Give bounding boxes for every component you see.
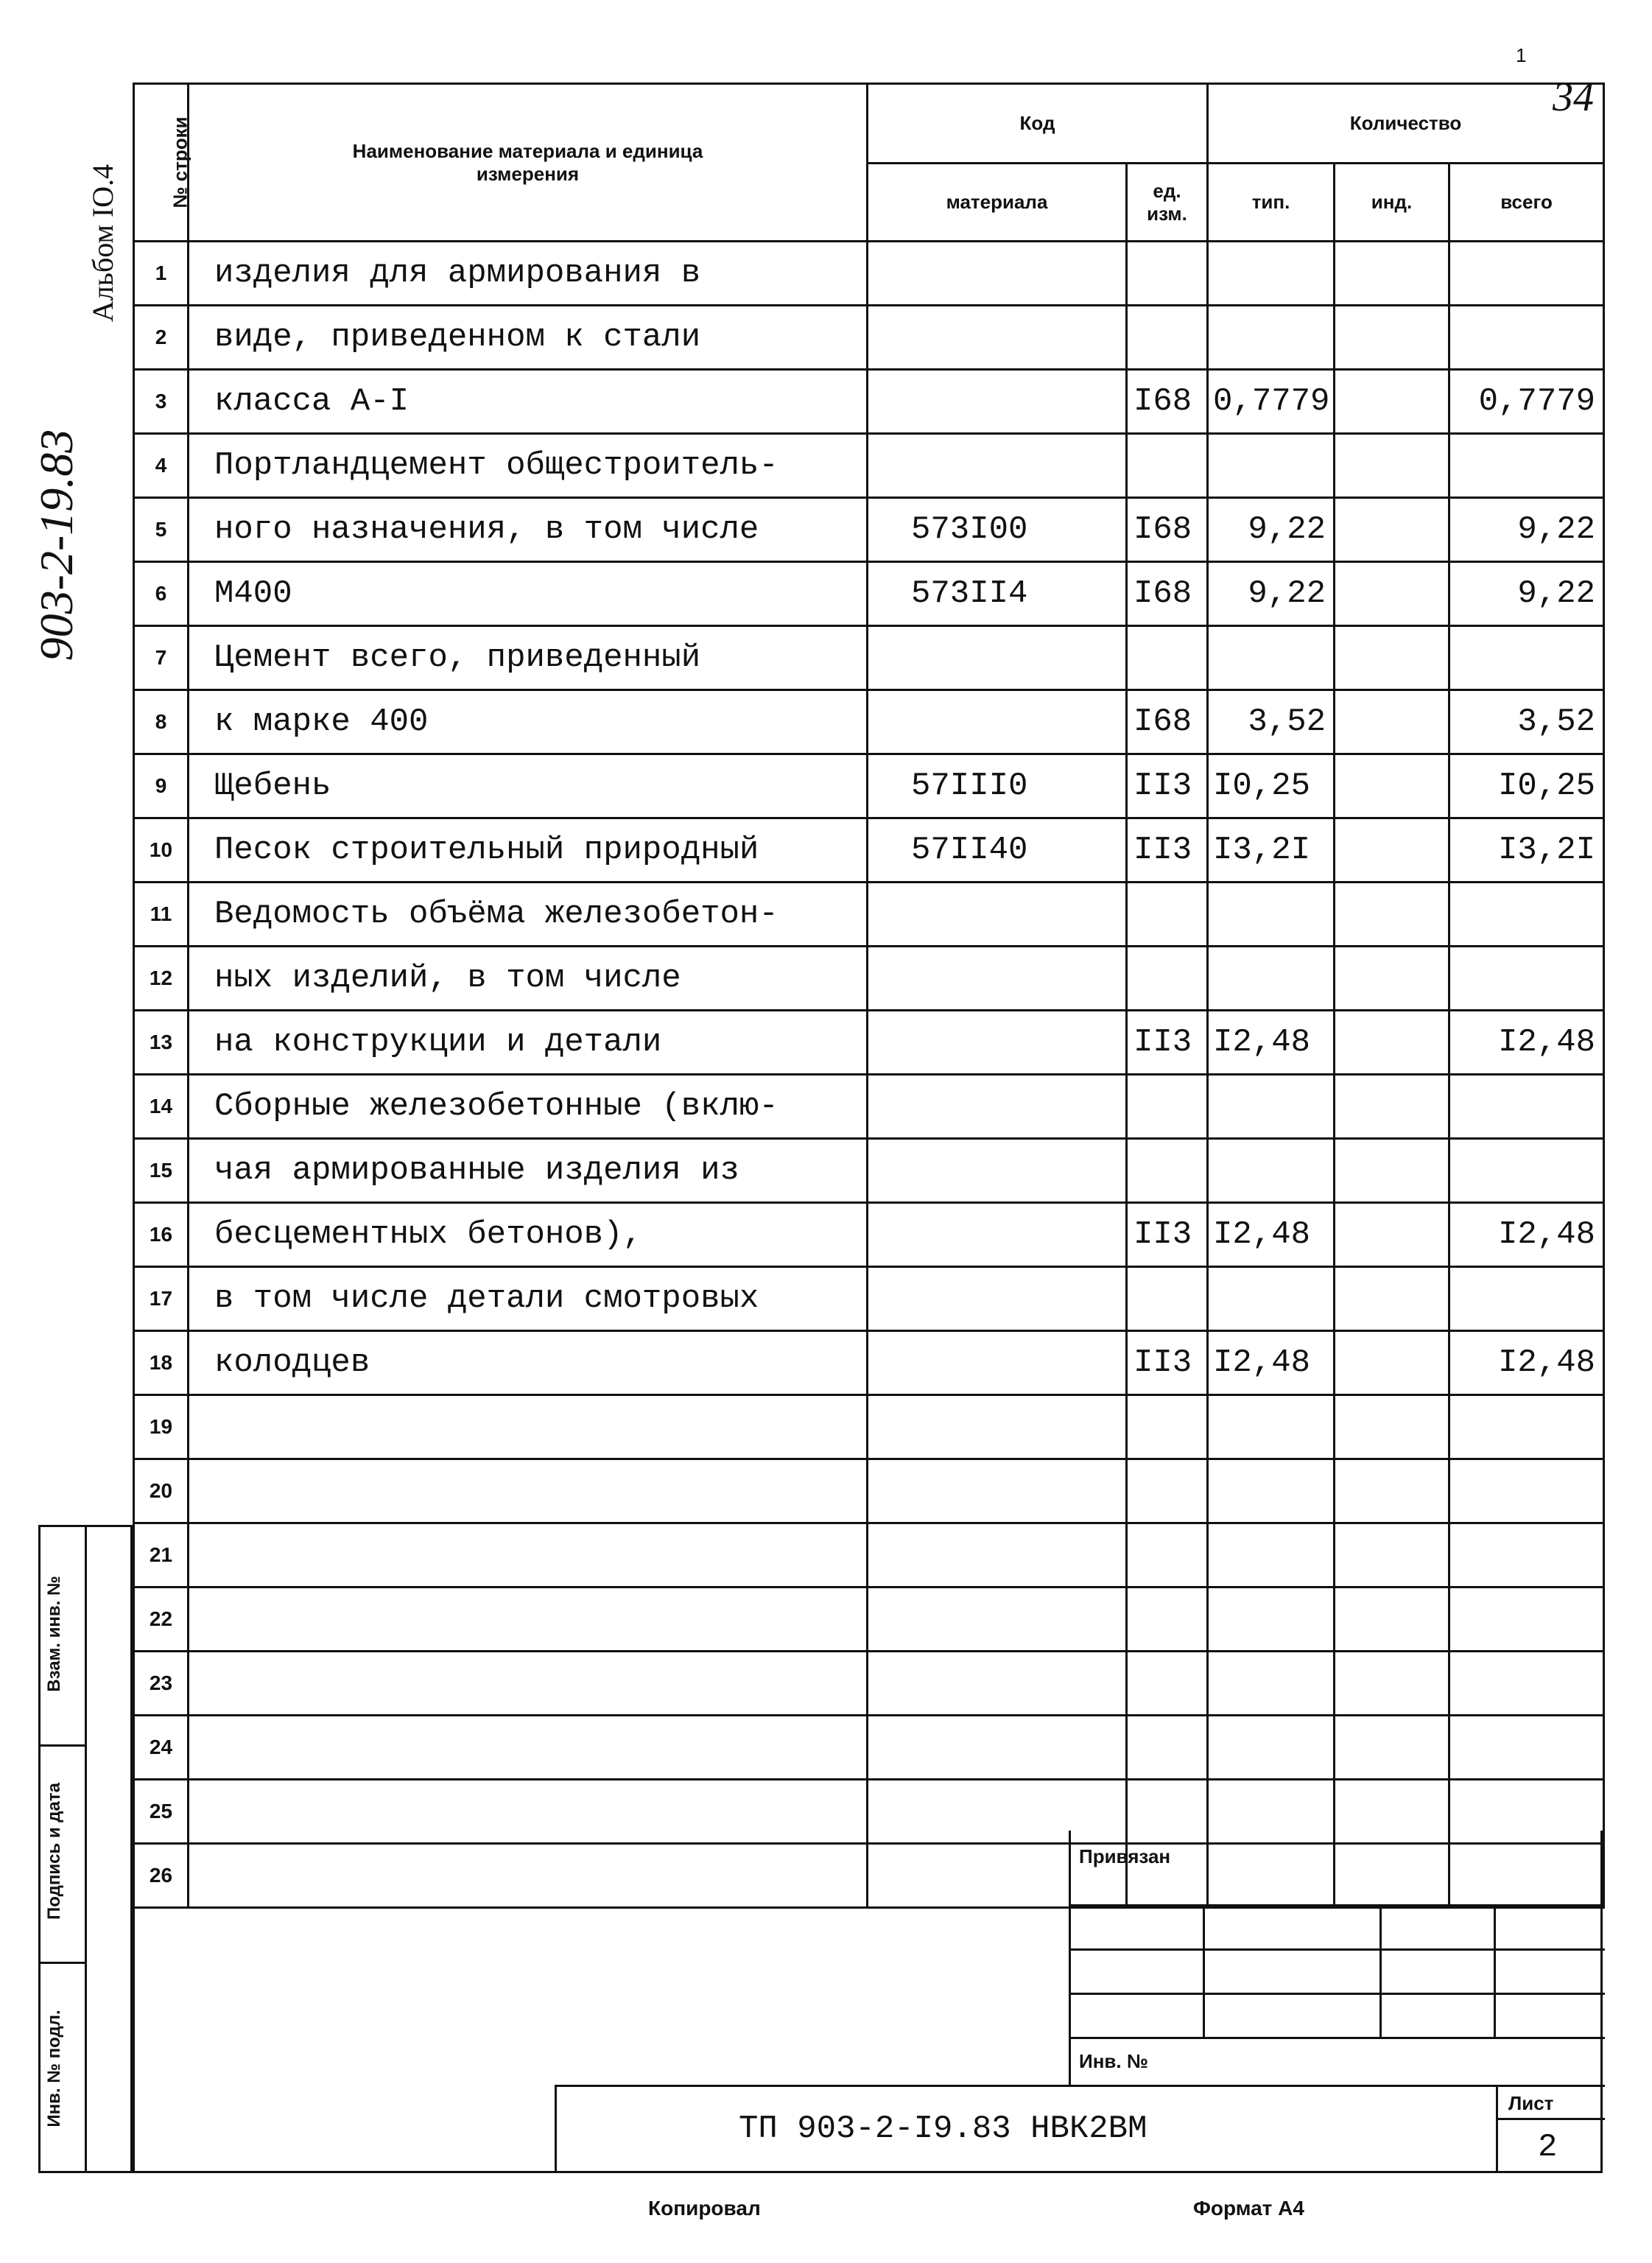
material-code-cell bbox=[868, 1523, 1127, 1587]
material-code-cell bbox=[868, 1716, 1127, 1780]
material-name-cell: Песок строительный природный bbox=[189, 818, 868, 883]
unit-cell: I68 bbox=[1127, 690, 1208, 754]
unit-cell bbox=[1127, 1459, 1208, 1523]
table-row bbox=[134, 1587, 1604, 1652]
table-row bbox=[134, 1075, 1604, 1139]
material-code-cell bbox=[868, 883, 1127, 947]
material-name-cell: ного назначения, в том числе bbox=[189, 498, 868, 562]
material-name-cell: Щебень bbox=[189, 754, 868, 818]
material-code-cell bbox=[868, 626, 1127, 690]
qty-typ-cell bbox=[1208, 1139, 1335, 1203]
qty-ind-cell bbox=[1335, 1075, 1449, 1139]
table-row bbox=[134, 754, 1604, 818]
qty-total-cell bbox=[1449, 626, 1604, 690]
material-code-cell bbox=[868, 1331, 1127, 1395]
material-code-cell: 573II4 bbox=[868, 562, 1127, 626]
table-row bbox=[134, 690, 1604, 754]
row-number-cell: 23 bbox=[134, 1652, 189, 1716]
sheet-label: Лист bbox=[1508, 2092, 1554, 2114]
qty-ind-cell bbox=[1335, 242, 1449, 306]
unit-cell bbox=[1127, 1652, 1208, 1716]
material-code-cell bbox=[868, 1587, 1127, 1652]
row-number-cell: 19 bbox=[134, 1395, 189, 1459]
row-number-cell: 6 bbox=[134, 562, 189, 626]
footer-format: Формат А4 bbox=[1193, 2197, 1304, 2220]
table-row bbox=[134, 818, 1604, 883]
footer-copied: Копировал bbox=[648, 2197, 761, 2220]
qty-typ-cell: 9,22 bbox=[1208, 562, 1335, 626]
qty-total-cell: I2,48 bbox=[1449, 1331, 1604, 1395]
sheet-number: 2 bbox=[1538, 2129, 1558, 2166]
material-name-cell: чая армированные изделия из bbox=[189, 1139, 868, 1203]
qty-total-cell: I0,25 bbox=[1449, 754, 1604, 818]
qty-typ-cell bbox=[1208, 1395, 1335, 1459]
row-number-cell: 22 bbox=[134, 1587, 189, 1652]
table-row bbox=[134, 1716, 1604, 1780]
table-row bbox=[134, 947, 1604, 1011]
header-name: Наименование материала и единица измерения bbox=[189, 84, 868, 242]
qty-total-cell: 0,7779 bbox=[1449, 370, 1604, 434]
qty-typ-cell bbox=[1208, 1587, 1335, 1652]
qty-ind-cell bbox=[1335, 562, 1449, 626]
material-name-cell: М400 bbox=[189, 562, 868, 626]
qty-ind-cell bbox=[1335, 883, 1449, 947]
material-code-cell bbox=[868, 690, 1127, 754]
qty-ind-cell bbox=[1335, 690, 1449, 754]
table-row bbox=[134, 1652, 1604, 1716]
qty-total-cell: I3,2I bbox=[1449, 818, 1604, 883]
specification-table bbox=[133, 83, 1605, 1909]
material-code-cell bbox=[868, 1075, 1127, 1139]
material-code-cell bbox=[868, 1011, 1127, 1075]
qty-total-cell bbox=[1449, 1267, 1604, 1331]
row-number-cell: 20 bbox=[134, 1459, 189, 1523]
qty-total-cell bbox=[1449, 1523, 1604, 1587]
material-name-cell: класса A-I bbox=[189, 370, 868, 434]
table-row bbox=[134, 1523, 1604, 1587]
material-name-cell bbox=[189, 1459, 868, 1523]
qty-typ-cell: I2,48 bbox=[1208, 1011, 1335, 1075]
unit-cell bbox=[1127, 947, 1208, 1011]
material-code-cell bbox=[868, 947, 1127, 1011]
table-row bbox=[134, 1331, 1604, 1395]
unit-cell bbox=[1127, 1139, 1208, 1203]
row-number-cell: 18 bbox=[134, 1331, 189, 1395]
material-code-cell bbox=[868, 242, 1127, 306]
title-block bbox=[133, 1831, 1603, 2173]
qty-ind-cell bbox=[1335, 1331, 1449, 1395]
unit-cell bbox=[1127, 306, 1208, 370]
material-name-cell bbox=[189, 1523, 868, 1587]
material-name-cell: колодцев bbox=[189, 1331, 868, 1395]
material-name-cell bbox=[189, 1395, 868, 1459]
table-row bbox=[134, 1203, 1604, 1267]
material-code-cell bbox=[868, 1652, 1127, 1716]
material-code-cell bbox=[868, 1139, 1127, 1203]
unit-cell: II3 bbox=[1127, 1203, 1208, 1267]
header-material-code: материала bbox=[868, 164, 1127, 242]
row-number-cell: 7 bbox=[134, 626, 189, 690]
unit-cell: II3 bbox=[1127, 1331, 1208, 1395]
row-number-cell: 10 bbox=[134, 818, 189, 883]
unit-cell bbox=[1127, 1716, 1208, 1780]
unit-cell: I68 bbox=[1127, 370, 1208, 434]
qty-total-cell bbox=[1449, 947, 1604, 1011]
unit-cell: II3 bbox=[1127, 754, 1208, 818]
qty-typ-cell bbox=[1208, 1523, 1335, 1587]
qty-typ-cell bbox=[1208, 1716, 1335, 1780]
table-row bbox=[134, 370, 1604, 434]
row-number-cell: 11 bbox=[134, 883, 189, 947]
material-name-cell: в том числе детали смотровых bbox=[189, 1267, 868, 1331]
material-code-cell: 57II40 bbox=[868, 818, 1127, 883]
material-code-cell bbox=[868, 1203, 1127, 1267]
qty-ind-cell bbox=[1335, 818, 1449, 883]
unit-cell: II3 bbox=[1127, 818, 1208, 883]
row-number-cell: 13 bbox=[134, 1011, 189, 1075]
table-row bbox=[134, 562, 1604, 626]
inv-no-label: Инв. № bbox=[1079, 2050, 1148, 2072]
unit-cell bbox=[1127, 1395, 1208, 1459]
material-name-cell: бесцементных бетонов), bbox=[189, 1203, 868, 1267]
qty-ind-cell bbox=[1335, 434, 1449, 498]
qty-typ-cell: I2,48 bbox=[1208, 1331, 1335, 1395]
material-code-cell bbox=[868, 434, 1127, 498]
row-number-cell: 3 bbox=[134, 370, 189, 434]
row-number-cell: 26 bbox=[134, 1844, 189, 1908]
qty-ind-cell bbox=[1335, 1652, 1449, 1716]
table-row bbox=[134, 1267, 1604, 1331]
material-name-cell bbox=[189, 1716, 868, 1780]
material-name-cell: Портландцемент общестроитель- bbox=[189, 434, 868, 498]
table-row bbox=[134, 434, 1604, 498]
row-number-cell: 14 bbox=[134, 1075, 189, 1139]
qty-typ-cell: 9,22 bbox=[1208, 498, 1335, 562]
qty-ind-cell bbox=[1335, 754, 1449, 818]
qty-ind-cell bbox=[1335, 1203, 1449, 1267]
row-number-cell: 17 bbox=[134, 1267, 189, 1331]
document-designation: ТП 903-2-I9.83 НВК2ВМ bbox=[739, 2111, 1147, 2147]
material-code-cell bbox=[868, 1395, 1127, 1459]
row-number-cell: 21 bbox=[134, 1523, 189, 1587]
unit-cell: II3 bbox=[1127, 1011, 1208, 1075]
qty-ind-cell bbox=[1335, 370, 1449, 434]
qty-ind-cell bbox=[1335, 498, 1449, 562]
qty-total-cell bbox=[1449, 434, 1604, 498]
qty-total-cell bbox=[1449, 1139, 1604, 1203]
row-number-cell: 2 bbox=[134, 306, 189, 370]
material-name-cell: изделия для армирования в bbox=[189, 242, 868, 306]
row-number-cell: 4 bbox=[134, 434, 189, 498]
table-row bbox=[134, 1139, 1604, 1203]
material-name-cell: виде, приведенном к стали bbox=[189, 306, 868, 370]
qty-typ-cell bbox=[1208, 1459, 1335, 1523]
qty-typ-cell bbox=[1208, 947, 1335, 1011]
material-name-cell bbox=[189, 1587, 868, 1652]
row-number-cell: 5 bbox=[134, 498, 189, 562]
material-code-cell bbox=[868, 370, 1127, 434]
qty-total-cell: 9,22 bbox=[1449, 562, 1604, 626]
page-handwritten-number: 34 bbox=[1553, 74, 1594, 120]
row-number-cell: 15 bbox=[134, 1139, 189, 1203]
header-row-number: № строки bbox=[134, 84, 189, 242]
header-ind: инд. bbox=[1335, 164, 1449, 242]
row-number-cell: 9 bbox=[134, 754, 189, 818]
unit-cell bbox=[1127, 1267, 1208, 1331]
row-number-cell: 16 bbox=[134, 1203, 189, 1267]
qty-ind-cell bbox=[1335, 1267, 1449, 1331]
qty-ind-cell bbox=[1335, 1587, 1449, 1652]
qty-total-cell: I2,48 bbox=[1449, 1203, 1604, 1267]
qty-total-cell bbox=[1449, 1395, 1604, 1459]
header-unit: ед. изм. bbox=[1127, 164, 1208, 242]
side-stamp bbox=[38, 1525, 133, 2173]
qty-typ-cell: 3,52 bbox=[1208, 690, 1335, 754]
material-name-cell: к марке 400 bbox=[189, 690, 868, 754]
row-number-cell: 25 bbox=[134, 1780, 189, 1844]
unit-cell bbox=[1127, 242, 1208, 306]
material-code-cell bbox=[868, 1459, 1127, 1523]
row-number-cell: 8 bbox=[134, 690, 189, 754]
qty-ind-cell bbox=[1335, 1395, 1449, 1459]
unit-cell: I68 bbox=[1127, 498, 1208, 562]
qty-total-cell bbox=[1449, 242, 1604, 306]
qty-typ-cell bbox=[1208, 1267, 1335, 1331]
unit-cell bbox=[1127, 626, 1208, 690]
row-number-cell: 12 bbox=[134, 947, 189, 1011]
qty-typ-cell bbox=[1208, 434, 1335, 498]
row-number-cell: 1 bbox=[134, 242, 189, 306]
material-name-cell bbox=[189, 1652, 868, 1716]
qty-total-cell bbox=[1449, 1652, 1604, 1716]
qty-ind-cell bbox=[1335, 306, 1449, 370]
qty-typ-cell bbox=[1208, 883, 1335, 947]
side-label-signature-date: Подпись и дата bbox=[44, 1783, 64, 1920]
qty-total-cell bbox=[1449, 883, 1604, 947]
qty-total-cell: 3,52 bbox=[1449, 690, 1604, 754]
table-row bbox=[134, 626, 1604, 690]
unit-cell bbox=[1127, 434, 1208, 498]
unit-cell bbox=[1127, 1587, 1208, 1652]
table-row bbox=[134, 1011, 1604, 1075]
header-code-group: Код bbox=[868, 84, 1208, 164]
side-label-inv-original: Инв. № подл. bbox=[44, 2010, 64, 2127]
qty-total-cell bbox=[1449, 306, 1604, 370]
unit-cell bbox=[1127, 883, 1208, 947]
qty-total-cell: I2,48 bbox=[1449, 1011, 1604, 1075]
qty-total-cell bbox=[1449, 1587, 1604, 1652]
qty-typ-cell bbox=[1208, 626, 1335, 690]
qty-ind-cell bbox=[1335, 1139, 1449, 1203]
qty-typ-cell bbox=[1208, 1652, 1335, 1716]
table-row bbox=[134, 242, 1604, 306]
material-name-cell: Сборные железобетонные (вклю- bbox=[189, 1075, 868, 1139]
material-name-cell: Ведомость объёма железобетон- bbox=[189, 883, 868, 947]
unit-cell: I68 bbox=[1127, 562, 1208, 626]
qty-ind-cell bbox=[1335, 1716, 1449, 1780]
qty-typ-cell: I2,48 bbox=[1208, 1203, 1335, 1267]
table-row bbox=[134, 1395, 1604, 1459]
material-code-cell bbox=[868, 1267, 1127, 1331]
material-code-cell bbox=[868, 306, 1127, 370]
qty-ind-cell bbox=[1335, 1011, 1449, 1075]
qty-total-cell bbox=[1449, 1459, 1604, 1523]
material-name-cell: Цемент всего, приведенный bbox=[189, 626, 868, 690]
top-corner-mark: 1 bbox=[1516, 44, 1527, 66]
material-code-cell: 573I00 bbox=[868, 498, 1127, 562]
unit-cell bbox=[1127, 1075, 1208, 1139]
header-total: всего bbox=[1449, 164, 1604, 242]
header-quantity-group: Количество bbox=[1208, 84, 1604, 164]
material-name-cell: ных изделий, в том числе bbox=[189, 947, 868, 1011]
bound-label: Привязан bbox=[1079, 1845, 1171, 1867]
handwritten-project-code: 903-2-19.83 bbox=[30, 429, 82, 662]
qty-total-cell bbox=[1449, 1075, 1604, 1139]
qty-typ-cell: I3,2I bbox=[1208, 818, 1335, 883]
side-label-replace-inv: Взам. инв. № bbox=[44, 1576, 64, 1692]
row-number-cell: 24 bbox=[134, 1716, 189, 1780]
qty-typ-cell bbox=[1208, 1075, 1335, 1139]
table-row bbox=[134, 883, 1604, 947]
qty-ind-cell bbox=[1335, 947, 1449, 1011]
qty-ind-cell bbox=[1335, 626, 1449, 690]
qty-typ-cell: 0,7779 bbox=[1208, 370, 1335, 434]
table-row bbox=[134, 306, 1604, 370]
qty-ind-cell bbox=[1335, 1459, 1449, 1523]
qty-typ-cell bbox=[1208, 306, 1335, 370]
album-label: Альбом IO.4 bbox=[86, 164, 119, 323]
material-code-cell: 57III0 bbox=[868, 754, 1127, 818]
material-name-cell: на конструкции и детали bbox=[189, 1011, 868, 1075]
qty-total-cell bbox=[1449, 1716, 1604, 1780]
qty-total-cell: 9,22 bbox=[1449, 498, 1604, 562]
unit-cell bbox=[1127, 1523, 1208, 1587]
qty-typ-cell: I0,25 bbox=[1208, 754, 1335, 818]
qty-ind-cell bbox=[1335, 1523, 1449, 1587]
qty-typ-cell bbox=[1208, 242, 1335, 306]
table-row bbox=[134, 1459, 1604, 1523]
table-row bbox=[134, 498, 1604, 562]
header-typ: тип. bbox=[1208, 164, 1335, 242]
